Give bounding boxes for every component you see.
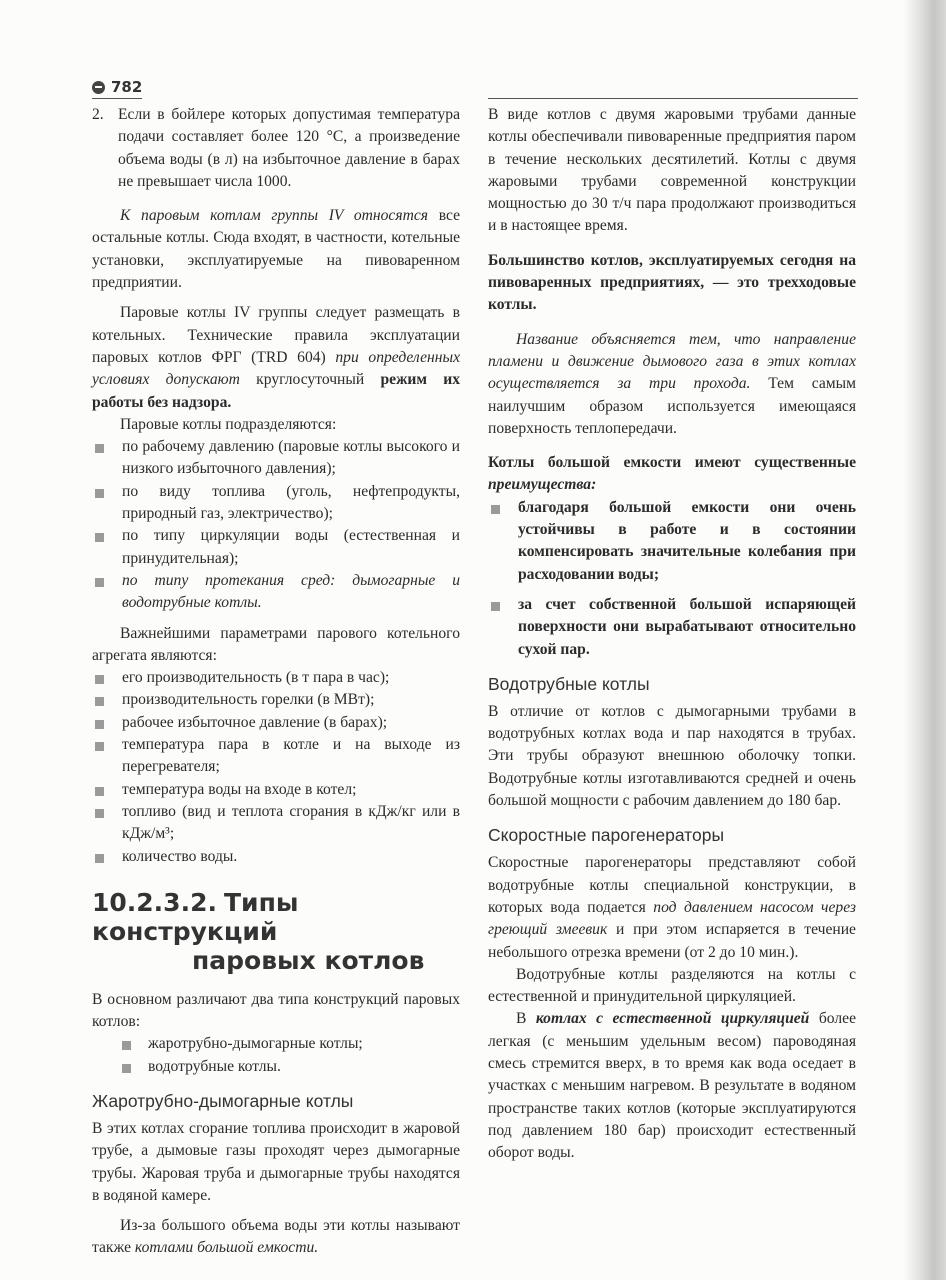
subheading-water-tube: Водотрубные котлы [488, 673, 650, 694]
advantages-list [488, 497, 856, 661]
paragraph-two-flue: В виде котлов с двумя жаровыми трубами данные котлы обеспечивали пивоваренные предприятия паром в течение нескольких десятилетий. Котлы с двумя жаровыми трубами современной конструкции мощностью до 30 т/ч пара продолжают производиться и в настоящее время. [488, 106, 856, 235]
paragraph-three-pass-explain: Название объясняется тем, что направление пламени и движение дымового газа в этих котлах осуществляется за три прохода. Тем самым наилучшим образом используется имеющаяся поверхность теплопередачи. [488, 330, 856, 437]
paragraph-group-iv: К паровым котлам группы IV относятся все остальные котлы. Сюда входят, в частности, котельные установки, эксплуатируемые на пивоваренном предприятии. [92, 207, 460, 292]
paragraph-classification-intro: Паровые котлы подразделяются: [120, 415, 337, 433]
page-number [92, 78, 142, 96]
list-item: водотрубные котлы. [92, 1056, 460, 1078]
paragraph-natural-circulation: В котлах с естественной циркуляцией более легкая (с меньшим удельным весом) пароводяная смесь стремится вверх, в то время как вода оседает в участках с меньшим нагревом. В результате в водяном пространстве таких котлов (которые эксплуатируются под давлением 180 бар) происходит естественный оборот воды. [488, 1010, 856, 1162]
paragraph-fire-tube: В этих котлах сгорание топлива происходит в жаровой трубе, а дымовые газы проходят через дымогарные трубы. Жаровая труба и дымогарные трубы находятся в водяной камере. [92, 1119, 460, 1204]
paragraph-circulation-types: Водотрубные котлы разделяются на котлы с естественной и принудительной циркуляцией. [488, 965, 856, 1006]
paragraph-parameters-intro: Важнейшими параметрами парового котельного агрегата являются: [92, 624, 460, 664]
list-item: благодаря большой емкости они очень устойчивы в работе и в состоянии компенсировать значительные колебания при расходовании воды; [488, 497, 856, 586]
left-column [92, 104, 460, 1260]
paragraph-water-tube: В отличие от котлов с дымогарными трубами в водотрубных котлах вода и пар находятся в трубах. Эти трубы образуют внешнюю оболочку топки. Водотрубные котлы изготавливаются средней и очень большой мощности с рабочим давлением до 180 бар. [488, 702, 856, 810]
right-column [488, 104, 856, 1164]
list-item: топливо (вид и теплота сгорания в кДж/кг или в кДж/м³; [92, 801, 460, 846]
paragraph-large-capacity: Из-за большого объема воды эти котлы называют также котлами большой емкости. [92, 1217, 460, 1257]
paragraph-placement: Паровые котлы IV группы следует размещать в котельных. Технические правила эксплуатации паровых котлов ФРГ (TRD 604) при определенных условиях допускают круглосуточный режим их работы без надзора. [92, 304, 461, 411]
subheading-fast-steam-generators: Скоростные парогенераторы [488, 825, 725, 846]
list-item: по виду топлива (уголь, нефтепродукты, природный газ, электричество); [92, 481, 460, 526]
section-number: 10.2.3.2. [92, 887, 217, 917]
paragraph-three-pass-bold: Большинство котлов, эксплуатируемых сегодня на пивоваренных предприятиях, — это трехходовые котлы. [488, 251, 856, 314]
list-item: за счет собственной большой испаряющей поверхности они вырабатывают относительно сухой пар. [488, 594, 856, 661]
header-rule-right [488, 98, 858, 99]
item-number: 2. [92, 106, 104, 123]
list-item: количество воды. [92, 846, 460, 868]
list-item: по рабочему давлению (паровые котлы высокого и низкого избыточного давления); [92, 436, 460, 481]
parameters-list [92, 667, 460, 868]
page-number-bullet-icon [92, 81, 105, 94]
paragraph-types-intro: В основном различают два типа конструкций паровых котлов: [92, 990, 460, 1031]
list-item: его производительность (в т пара в час); [92, 667, 460, 689]
list-item: жаротрубно-дымогарные котлы; [92, 1033, 460, 1055]
list-item: производительность горелки (в МВт); [92, 689, 460, 711]
types-list [92, 1033, 460, 1078]
classification-list [92, 436, 460, 614]
list-item: температура пара в котле и на выходе из перегревателя; [92, 734, 460, 779]
paragraph-fast-steam-generators: Скоростные парогенераторы представляют собой водотрубные котлы специальной конструкции, в которых вода подается под давлением насосом через греющий змеевик и при этом испаряется в течение небольшого отрезка времени (от 2 до 10 мин.). [488, 854, 857, 961]
numbered-item-2 [92, 104, 460, 193]
list-item: рабочее избыточное давление (в барах); [92, 712, 460, 734]
paragraph-advantages-intro: Котлы большой емкости имеют существенные преимущества: [488, 454, 856, 494]
item-text: Если в бойлере которых допустимая температура подачи составляет более 120 °С, а произведение объема воды (в л) на избыточное давление в барах не превышает числа 1000. [118, 106, 460, 190]
page-edge-shadow [904, 0, 946, 1280]
list-item: по типу протекания сред: дымогарные и водотрубные котлы. [92, 570, 460, 615]
section-heading [92, 888, 460, 975]
section-title-line1: Типы конструкций [92, 887, 299, 946]
list-item: температура воды на входе в котел; [92, 779, 460, 801]
subheading-fire-tube: Жаротрубно-дымогарные котлы [92, 1090, 354, 1111]
list-item: по типу циркуляции воды (естественная и принудительная); [92, 525, 460, 570]
section-title-line2: паровых котлов [192, 945, 425, 975]
page-number-text: 782 [111, 78, 143, 96]
header-rule-left [92, 98, 142, 99]
